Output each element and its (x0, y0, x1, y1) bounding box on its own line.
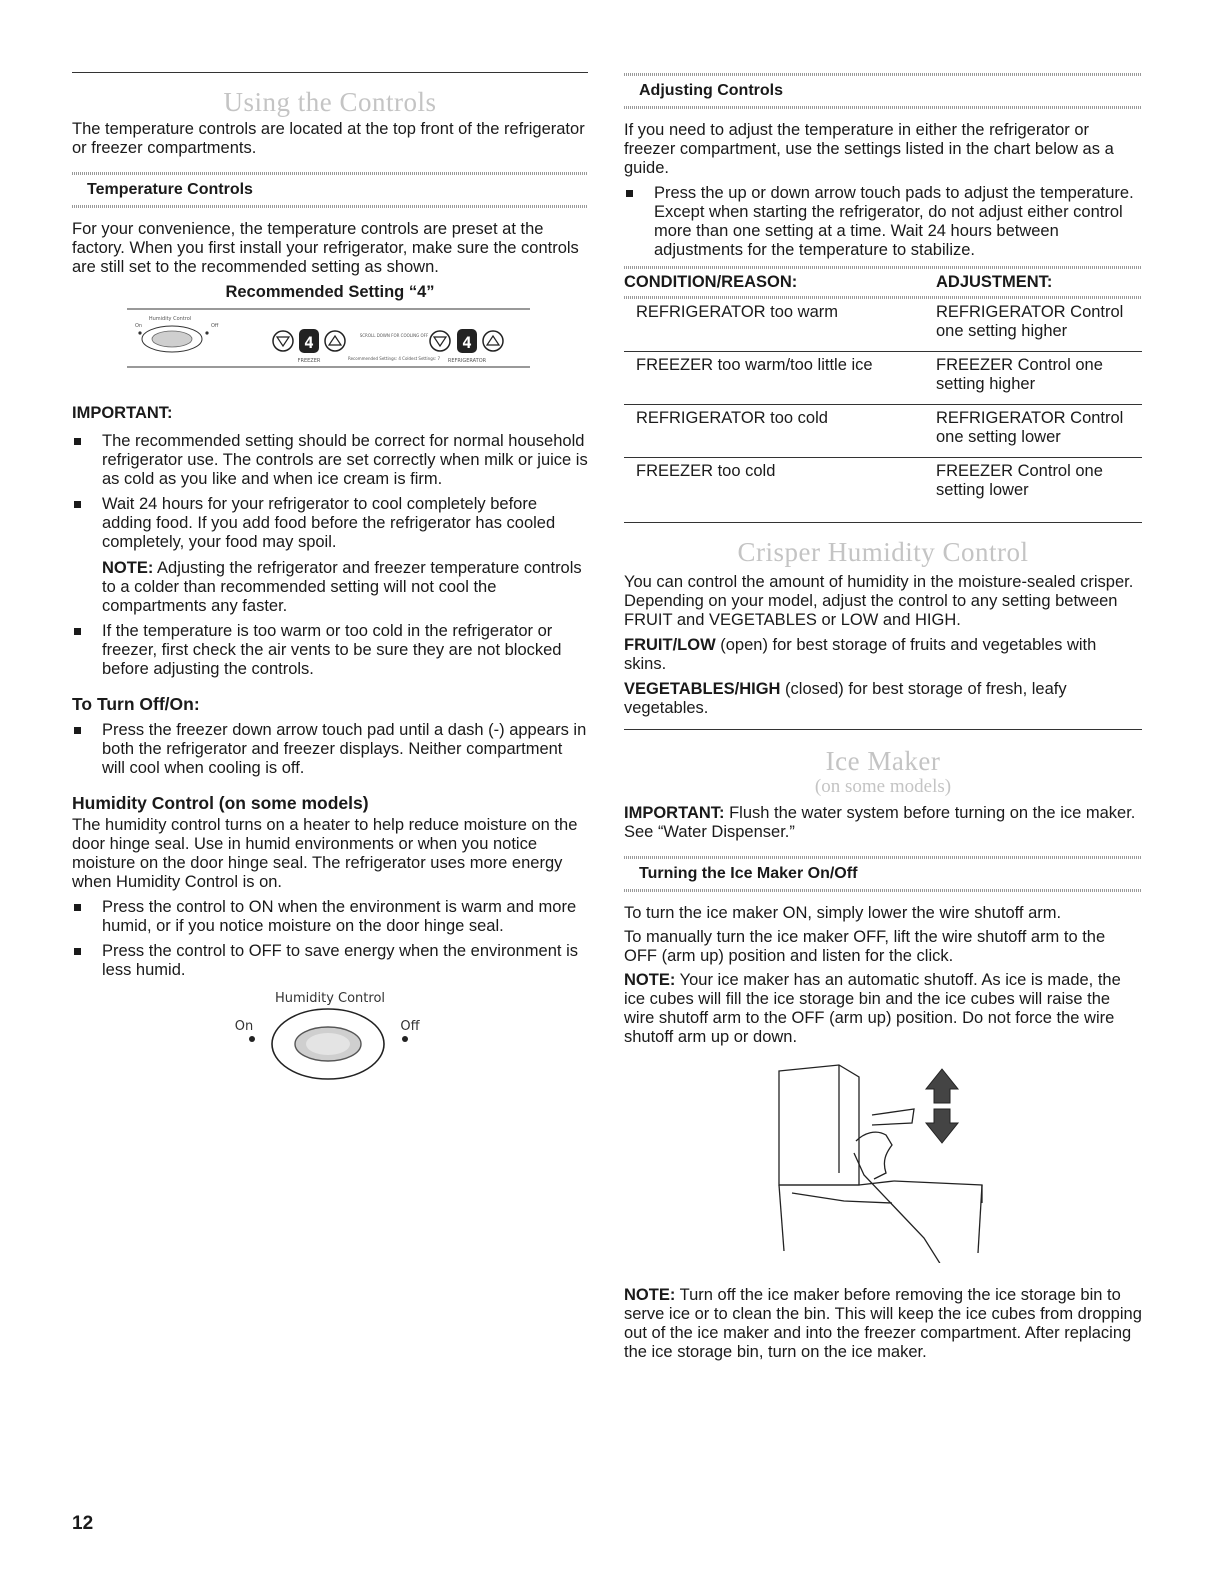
recommended-caption: Recommended Setting “4” (225, 283, 435, 301)
turning-ice-maker-heading: Turning the Ice Maker On/Off (639, 865, 858, 882)
up-down-arrow-icon (926, 1069, 958, 1143)
refrigerator-down-arrow-icon (430, 331, 450, 351)
note-text: Adjusting the refrigerator and freezer temperature controls to a colder than recommended setting will not cool the compartments any faster. (102, 559, 582, 615)
humidity-figure-off-label: Off (400, 1019, 420, 1034)
hatch-divider (624, 106, 1142, 109)
ice-maker-illustration (624, 1063, 1142, 1263)
turn-off-on-heading: To Turn Off/On: (72, 694, 200, 714)
table-cell-adjustment: REFRIGERATOR Control one setting higher (936, 299, 1142, 352)
temperature-controls-heading: Temperature Controls (87, 181, 253, 198)
ice-important-paragraph (624, 804, 1142, 842)
humidity-control-text: The humidity control turns on a heater to help reduce moisture on the door hinge seal. Use in humid environments or when you notice moisture on the door hinge seal. The refrigerator uses more energy when Humidity Control is on. (72, 816, 578, 891)
scroll-down-text: SCROLL DOWN FOR COOLING OFF (359, 333, 429, 338)
turn-off-text: To manually turn the ice maker OFF, lift the wire shutoff arm to the OFF (arm up) position and listen for the click. (624, 928, 1106, 965)
adjusting-list (624, 184, 1142, 260)
ice-maker-subtitle: (on some models) (814, 776, 952, 797)
list-item: Press the up or down arrow touch pads to adjust the temperature. Except when starting the refrigerator, do not adjust either control more than one setting at a time. Wait 24 hours between adjustments for the temperature to stabilize. (624, 184, 1142, 260)
vegetables-label: VEGETABLES/HIGH (624, 680, 781, 698)
table-row (624, 405, 1142, 458)
adjusting-text: If you need to adjust the temperature in either the refrigerator or freezer compartment, use the settings listed in the chart below as a guide. (624, 121, 1114, 177)
refrigerator-label: REFRIGERATOR (447, 358, 487, 364)
section-title-crisper: Crisper Humidity Control (737, 537, 1029, 567)
note-label: NOTE: (624, 1286, 676, 1304)
important-label: IMPORTANT: (624, 804, 725, 822)
humidity-list (72, 898, 588, 980)
list-item-text: Wait 24 hours for your refrigerator to cool completely before adding food. If you add food before the refrigerator has cooled completely, your food may spoil. (102, 495, 556, 551)
list-item: The recommended setting should be correct for normal household refrigerator use. The controls are set correctly when milk or juice is as cold as you like and when ice cream is firm. (72, 432, 588, 489)
panel-on-label: On (135, 323, 143, 329)
ice-maker-box (779, 1065, 859, 1185)
temp-controls-text: For your convenience, the temperature controls are preset at the factory. When you first install your refrigerator, make sure the controls are still set to the recommended setting as shown. (72, 220, 579, 276)
table-cell-condition: FREEZER too warm/too little ice (624, 352, 936, 405)
page-number: 12 (72, 1513, 94, 1534)
top-rule (72, 72, 588, 73)
list-item: Press the freezer down arrow touch pad until a dash (-) appears in both the refrigerator and freezer displays. Neither compartment will cool when cooling is off. (72, 721, 588, 778)
note-label: NOTE: (624, 971, 676, 989)
table-header-condition: CONDITION/REASON: (624, 273, 798, 291)
note-paragraph (102, 559, 588, 616)
vegetables-text: (closed) for best storage of fresh, leafy vegetables. (624, 680, 1067, 717)
table-cell-condition: FREEZER too cold (636, 462, 776, 480)
control-panel-illustration (72, 304, 588, 394)
left-column (72, 0, 588, 1086)
table-cell-condition: REFRIGERATOR too warm (624, 299, 936, 352)
important-heading: IMPORTANT: (72, 404, 173, 422)
refrigerator-controls (430, 329, 503, 364)
fruit-text: (open) for best storage of fruits and vegetables with skins. (624, 636, 1097, 673)
crisper-text: You can control the amount of humidity in the moisture-sealed crisper. Depending on your model, adjust the control to any setting between FRUIT and VEGETABLES or LOW and HIGH. (624, 573, 1134, 629)
refrigerator-display-digit: 4 (462, 333, 472, 352)
note-remove-bin (624, 1286, 1142, 1362)
list-item: Press the control to OFF to save energy when the environment is less humid. (72, 942, 588, 980)
adjusting-controls-heading: Adjusting Controls (639, 82, 783, 99)
freezer-label: FREEZER (297, 358, 321, 364)
list-item (72, 495, 588, 616)
humidity-control-heading: Humidity Control (on some models) (72, 793, 369, 813)
table-row (624, 458, 1142, 511)
freezer-up-arrow-icon (325, 331, 345, 351)
list-item: If the temperature is too warm or too cold in the refrigerator or freezer, first check the air vents to be sure they are not blocked before adjusting the controls. (72, 622, 588, 679)
fruit-paragraph (624, 636, 1142, 674)
note-label: NOTE: (102, 559, 154, 577)
list-item: Press the control to ON when the environment is warm and more humid, or if you notice moisture on the door hinge seal. (72, 898, 588, 936)
right-column (624, 0, 1142, 1362)
section-rule (624, 522, 1142, 523)
humidity-figure-on-label: On (234, 1019, 254, 1034)
important-list (72, 432, 588, 679)
humidity-figure-title: Humidity Control (274, 991, 386, 1006)
recommended-settings-text: Recommended Settings: 4 Coldest Settings: 7 (348, 356, 440, 361)
section-rule (624, 729, 1142, 730)
intro-text: The temperature controls are located at the top front of the refrigerator or freezer compartments. (72, 120, 585, 157)
refrigerator-up-arrow-icon (483, 331, 503, 351)
table-row (624, 352, 1142, 405)
wire-shutoff-arm (872, 1109, 914, 1125)
note-text: Turn off the ice maker before removing the ice storage bin to serve ice or to clean the bin. This will keep the ice cubes from dropping out of the ice maker and into the freezer compartment. After replacing the ice storage bin, turn on the ice maker. (624, 1286, 1142, 1361)
note-text: Your ice maker has an automatic shutoff. As ice is made, the ice cubes will fill the ice storage bin and the ice cubes will raise the wire shutoff arm to the OFF (arm up) position. Do not force the wire shutoff arm up or down. (624, 971, 1121, 1046)
turn-on-text: To turn the ice maker ON, simply lower the wire shutoff arm. (624, 904, 1062, 922)
panel-off-label: Off (211, 323, 219, 329)
important-text: Flush the water system before turning on the ice maker. See “Water Dispenser.” (624, 804, 1136, 841)
fruit-label: FRUIT/LOW (624, 636, 716, 654)
table-row (624, 299, 1142, 352)
turn-off-list (72, 721, 588, 778)
table-cell-condition: REFRIGERATOR too cold (624, 405, 936, 458)
adjustment-table (624, 269, 1142, 510)
table-header-adjustment: ADJUSTMENT: (936, 273, 1053, 291)
vegetables-paragraph (624, 680, 1142, 718)
note-autoshutoff (624, 971, 1142, 1047)
freezer-display-digit: 4 (304, 333, 314, 352)
table-cell-adjustment: REFRIGERATOR Control one setting lower (936, 405, 1142, 458)
panel-humidity-label: Humidity Control (148, 316, 192, 322)
hatch-divider (624, 889, 1142, 892)
freezer-down-arrow-icon (273, 331, 293, 351)
section-title-ice-maker: Ice Maker (825, 746, 941, 776)
freezer-controls (273, 329, 345, 364)
humidity-control-figure (72, 986, 588, 1086)
table-cell-adjustment: FREEZER Control one setting lower (936, 462, 1103, 499)
section-title-using-controls: Using the Controls (223, 87, 437, 117)
hatch-divider (72, 205, 588, 208)
table-cell-adjustment: FREEZER Control one setting higher (936, 352, 1142, 405)
table-header-row (624, 269, 1142, 296)
